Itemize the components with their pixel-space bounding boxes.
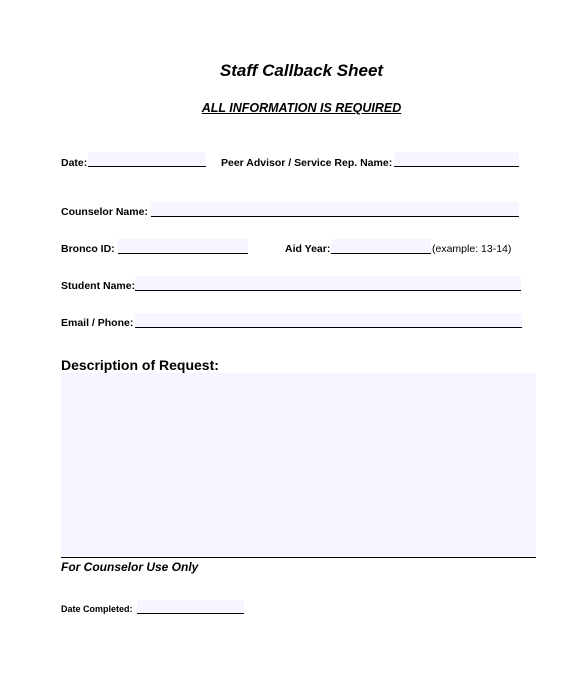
required-notice: ALL INFORMATION IS REQUIRED	[201, 101, 402, 115]
peer-advisor-field[interactable]	[394, 152, 519, 167]
date-completed-field[interactable]	[137, 600, 244, 614]
email-phone-field[interactable]	[135, 313, 522, 328]
page-title: Staff Callback Sheet	[219, 61, 384, 80]
date-completed-label: Date Completed:	[61, 604, 133, 614]
aid-year-label: Aid Year:	[285, 243, 331, 255]
bronco-id-label: Bronco ID:	[61, 243, 115, 255]
aid-year-field[interactable]	[331, 239, 431, 254]
description-heading: Description of Request:	[61, 357, 219, 373]
student-name-label: Student Name:	[61, 280, 136, 292]
description-textarea[interactable]	[61, 373, 536, 558]
date-label: Date:	[61, 157, 88, 169]
peer-advisor-label: Peer Advisor / Service Rep. Name:	[221, 157, 393, 169]
date-field[interactable]	[88, 152, 206, 167]
counselor-use-heading: For Counselor Use Only	[61, 560, 199, 574]
counselor-name-field[interactable]	[151, 202, 519, 217]
email-phone-label: Email / Phone:	[61, 317, 134, 329]
counselor-name-label: Counselor Name:	[61, 206, 148, 218]
aid-year-example: (example: 13-14)	[432, 243, 512, 255]
student-name-field[interactable]	[135, 276, 521, 291]
bronco-id-field[interactable]	[118, 239, 248, 254]
